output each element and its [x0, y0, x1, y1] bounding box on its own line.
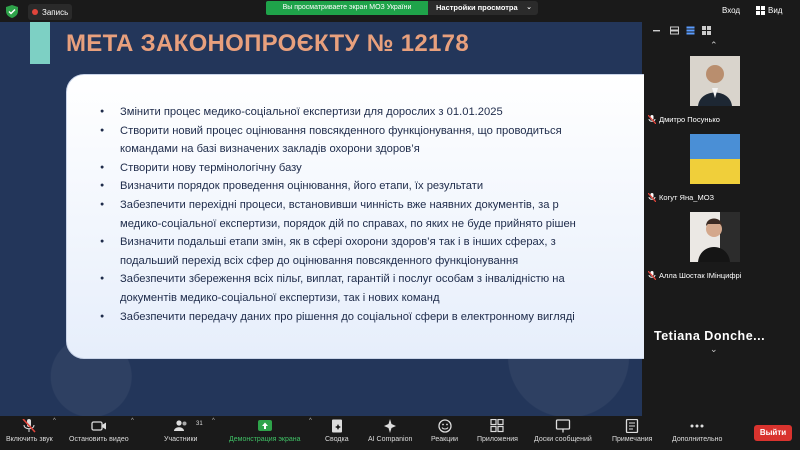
record-dot-icon: [32, 9, 38, 15]
participant-name-tag: [648, 271, 741, 280]
meeting-top-bar: [0, 0, 800, 22]
share-screen-icon: [257, 419, 273, 433]
bullet-item: [100, 177, 685, 196]
bullet-text: ● Забезпечити перехідні процеси, встановивши чинність вже наявних документів, за р: [120, 198, 559, 211]
participants-label: Участники: [164, 436, 198, 443]
more-label: Дополнительно: [672, 436, 723, 443]
exit-fullscreen-button[interactable]: [722, 6, 740, 15]
bullet-text: командами на базі визначених закладів охорони здоров’я: [120, 143, 420, 156]
slide-accent-bar: [30, 22, 50, 64]
chevron-up-icon[interactable]: ^: [53, 418, 56, 424]
view-label: Вид: [768, 6, 783, 15]
mic-muted-icon: [648, 271, 656, 280]
share-screen-label: Демонстрация экрана: [229, 436, 301, 443]
bullet-text: медико-соціальної експертизи, порядок дій по справах, по яких не буде прийнято рішен: [120, 217, 576, 230]
summary-label: Сводка: [325, 436, 349, 443]
minimize-icon[interactable]: [652, 26, 661, 35]
bullet-text: ● Визначити подальші етапи змін, як в сфері охорони здоров’я так і в інших сферах, з: [120, 236, 556, 249]
bullet-item: [100, 308, 685, 327]
more-button[interactable]: [672, 419, 722, 443]
grid-icon[interactable]: [702, 26, 711, 35]
panel-controls: [644, 22, 800, 40]
meeting-toolbar: [0, 416, 800, 450]
bullet-text: подальший перехід всіх сфер до оцінювання повсякденного функціонування: [120, 254, 519, 267]
participants-icon: [173, 419, 189, 433]
view-options-label: Настройки просмотра: [436, 3, 518, 12]
apps-label: Приложения: [477, 436, 518, 443]
video-camera-icon: [91, 419, 107, 433]
participant-name-tag: [648, 193, 714, 202]
participant-name: Когут Яна_МОЗ: [659, 193, 715, 202]
shield-icon[interactable]: [6, 5, 18, 18]
bullet-text: ● Визначити порядок проведення оцінювання, його етапи, їх результати: [120, 180, 484, 193]
bullet-list: [67, 75, 685, 326]
notes-label: Примечания: [612, 436, 653, 443]
participant-name: Tetiana Donche...: [654, 329, 766, 343]
sparkle-icon: [382, 419, 398, 433]
speaker-view-icon[interactable]: [670, 26, 679, 35]
ai-companion-button[interactable]: [368, 419, 412, 443]
recording-indicator[interactable]: [28, 4, 72, 20]
chevron-down-icon: ⌄: [526, 4, 532, 11]
unmute-label: Включить звук: [6, 436, 53, 443]
participant-name: Алла Шостак IMінцифрі: [659, 271, 742, 280]
bullet-item: [100, 270, 685, 307]
scroll-up-icon[interactable]: ⌃: [710, 40, 718, 50]
grid-view-icon: [756, 6, 765, 15]
participant-name-tag: [648, 115, 720, 124]
view-options-button[interactable]: [428, 1, 538, 15]
slide-title: МЕТА ЗАКОНОПРОЄКТУ № 12178: [66, 30, 469, 57]
participant-tile[interactable]: [644, 208, 800, 284]
unmute-button[interactable]: [6, 419, 53, 443]
apps-button[interactable]: [477, 419, 518, 443]
apps-icon: [489, 419, 505, 433]
chevron-up-icon[interactable]: ^: [309, 418, 312, 424]
participant-tile[interactable]: [644, 312, 800, 362]
participant-video: [690, 56, 740, 106]
view-button[interactable]: [756, 6, 782, 15]
emoji-icon: [437, 419, 453, 433]
bullet-text: ● Змінити процес медико-соціальної експертизи для дорослих з 01.01.2025: [120, 106, 503, 118]
slide-content-card: [66, 74, 686, 359]
participant-tile[interactable]: [644, 130, 800, 206]
participant-avatar-flag: [690, 134, 740, 184]
bullet-text: ● Створити нову термінологічну базу: [120, 161, 302, 174]
bullet-text: ● Забезпечити передачу даних про рішення до соціальної сфери в електронному вигляді: [120, 310, 575, 323]
participant-video: [690, 212, 740, 262]
more-dots-icon: [689, 419, 705, 433]
mic-muted-icon: [648, 115, 656, 124]
reactions-label: Реакции: [431, 436, 459, 443]
whiteboards-button[interactable]: [534, 419, 592, 443]
recording-label: Запись: [42, 7, 69, 17]
notes-icon: [624, 419, 640, 433]
reactions-button[interactable]: [431, 419, 458, 443]
participant-tile[interactable]: [644, 52, 800, 128]
participant-name: Дмитро Посунько: [659, 115, 720, 124]
summary-icon: [329, 419, 345, 433]
participants-count: 31: [196, 421, 203, 427]
whiteboard-icon: [555, 419, 571, 433]
chevron-up-icon[interactable]: ^: [131, 418, 134, 424]
ai-companion-label: AI Companion: [368, 436, 413, 443]
notes-button[interactable]: [612, 419, 652, 443]
share-screen-button[interactable]: [229, 419, 301, 443]
stop-video-label: Остановить видео: [69, 436, 129, 443]
bullet-item: [100, 233, 685, 270]
summary-button[interactable]: [325, 419, 349, 443]
mic-muted-icon: [21, 419, 37, 433]
participant-panel: [644, 22, 800, 416]
bullet-item: [100, 159, 685, 178]
bullet-text: ● Створити новий процес оцінювання повсякденного функціонування, що проводиться: [120, 124, 562, 137]
shared-screen-edge: [0, 22, 30, 416]
bullet-text: документів медико-соціальної експертизи, так і нових команд: [120, 291, 440, 304]
exit-label: Вход: [722, 6, 741, 15]
viewing-share-notice: Вы просматриваете экран МОЗ України: [266, 1, 428, 15]
participants-button[interactable]: [164, 419, 197, 443]
gallery-strip-icon[interactable]: [686, 26, 695, 35]
scroll-down-icon[interactable]: ⌄: [710, 344, 718, 354]
stop-video-button[interactable]: [69, 419, 129, 443]
bullet-item: [100, 103, 685, 122]
bullet-item: [100, 122, 685, 159]
whiteboards-label: Доски сообщений: [534, 436, 592, 443]
chevron-up-icon[interactable]: ^: [212, 418, 215, 424]
bullet-item: [100, 196, 685, 233]
leave-button[interactable]: Выйти: [754, 425, 792, 441]
mic-muted-icon: [648, 193, 656, 202]
bullet-text: ● Забезпечити збереження всіх пільг, виплат, гарантій і послуг особам з інвалідністю на: [120, 273, 565, 286]
